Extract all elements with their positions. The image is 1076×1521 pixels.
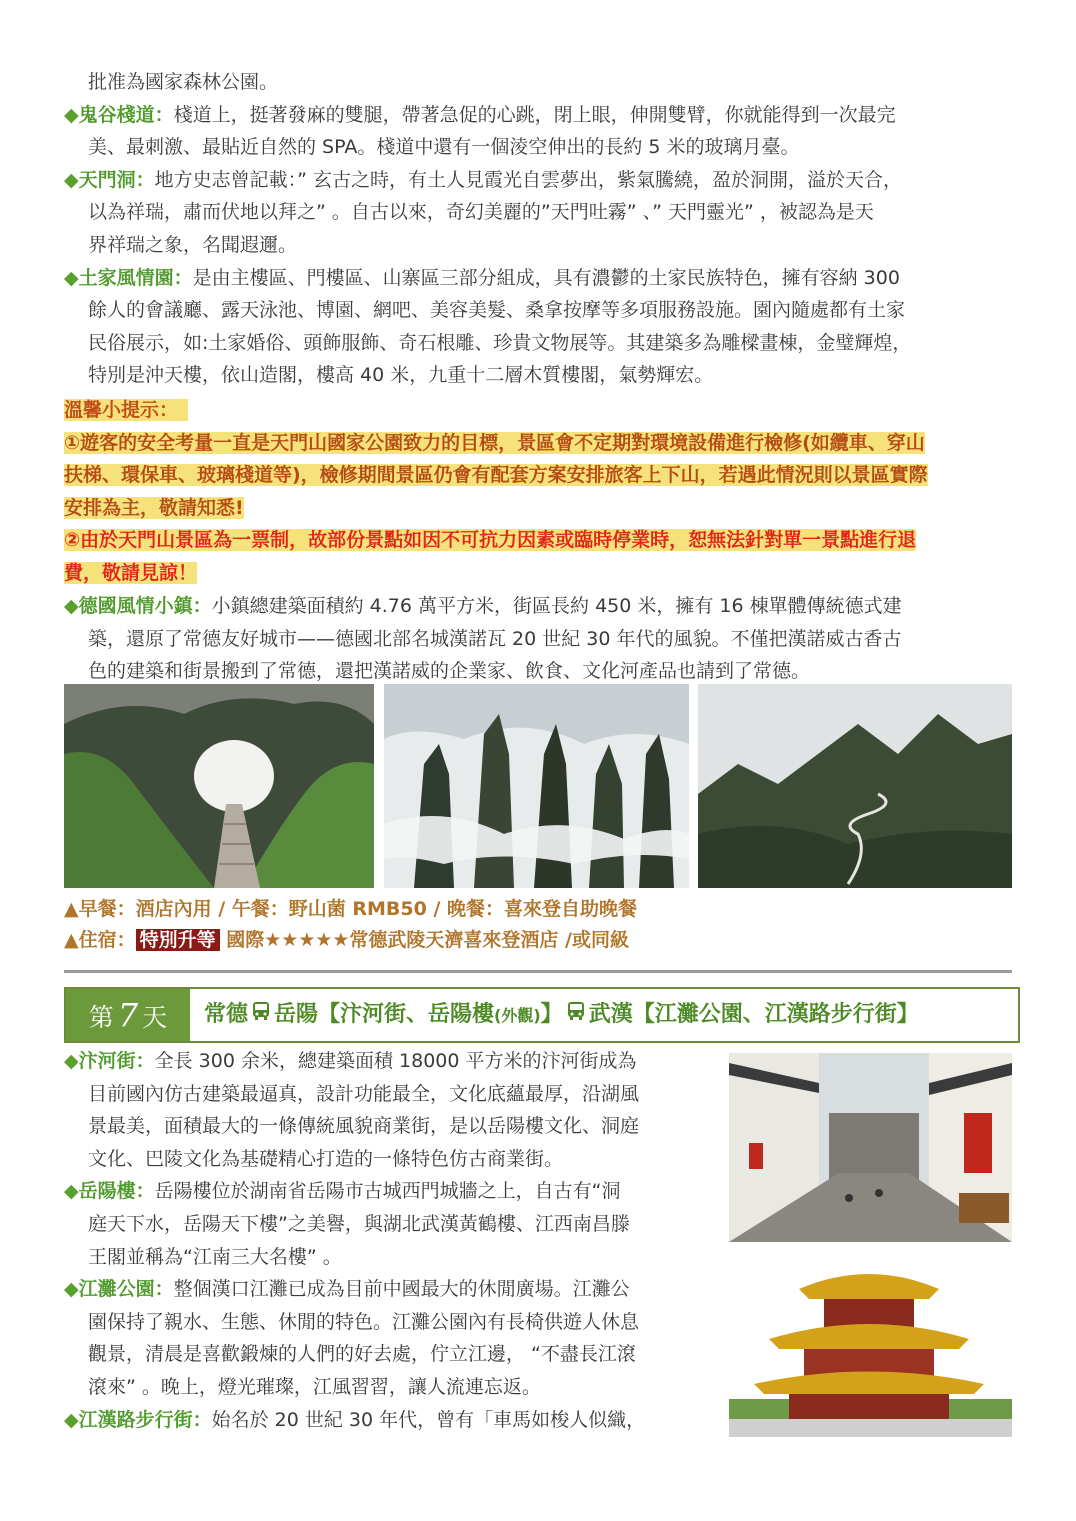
day-7-section — [64, 1045, 724, 1436]
route-yueyang: 岳陽【汴河街、岳陽樓 — [274, 1002, 495, 1027]
tujia-text-2: 餘人的會議廳、露天泳池、博園、網吧、美容美髮、桑拿按摩等多項服務設施。園內隨處都有土家 — [88, 299, 906, 322]
yueyang-text-3: 王閣並稱為“江南三大名樓” 。 — [88, 1245, 342, 1268]
yueyang-item — [64, 1175, 724, 1208]
guigu-item — [64, 99, 1024, 132]
guigu-text-1: 棧道上，挺著發麻的雙腿，帶著急促的心跳，閉上眼，伸開雙臂，你就能得到一次最完 — [173, 103, 896, 126]
bullet-diamond-icon: ◆ — [64, 1408, 79, 1431]
tianmendong-text-1: 地方史志曾記載：” 玄古之時，有土人見霞光自雲夢出，紫氣騰繞，盈於洞開，溢於天合， — [154, 168, 903, 191]
german-town-title: 德國風情小鎮： — [78, 595, 212, 617]
section-divider — [64, 970, 1012, 973]
bus-icon — [567, 989, 585, 1041]
bianhe-item — [64, 1045, 724, 1078]
tip-1-line-1: ①遊客的安全考量一直是天門山國家公園致力的目標，景區會不定期對環境設備進行檢修(如纜車、穿山 — [64, 431, 925, 454]
mist-peaks-photo — [384, 684, 689, 888]
tujia-text-4: 特別是沖天樓，依山造閣，樓高 40 米，九重十二層木質樓閣，氣勢輝宏。 — [88, 364, 714, 387]
bianhe-street-photo — [729, 1053, 1012, 1242]
jianghan-title: 江漢路步行街： — [78, 1408, 212, 1431]
forest-park-line: 批准為國家森林公園。 — [88, 71, 279, 93]
day-prefix: 第 — [88, 1003, 114, 1032]
bianhe-text-4: 文化、巴陵文化為基礎精心打造的一條特色仿古商業街。 — [88, 1147, 564, 1170]
stay-hotel: 國際★★★★★常德武陵天濟喜來登酒店 /或同級 — [226, 929, 629, 951]
yueyang-text-2: 庭天下水，岳陽天下樓”之美譽，與湖北武漢黃鶴樓、江西南昌滕 — [88, 1212, 630, 1235]
bullet-diamond-icon: ◆ — [64, 1278, 79, 1301]
tianmendong-text-2: 以為祥瑞，肅而伏地以拜之” 。自古以來，奇幻美麗的”天門吐霧” 、” 天門靈光” ，被認為是天 — [88, 201, 874, 224]
day-number: 7 — [117, 996, 139, 1034]
jiangtan-text-2: 園保持了親水、生態、休閒的特色。江灘公園內有長椅供遊人休息 — [88, 1310, 640, 1333]
bullet-diamond-icon: ◆ — [64, 266, 79, 289]
jiangtan-title: 江灘公園： — [78, 1278, 174, 1301]
tips-block — [64, 394, 1012, 590]
day-7-header — [64, 987, 1020, 1043]
upgrade-badge: 特別升等 — [136, 929, 220, 951]
stay-line — [64, 925, 629, 955]
bianhe-text-1: 全長 300 余米，總建築面積 18000 平方米的汴河街成為 — [154, 1050, 637, 1072]
bianhe-text-3: 景最美，面積最大的一條傳統風貌商業街，是以岳陽樓文化、洞庭 — [88, 1115, 640, 1138]
tujia-text-1: 是由主樓區、門樓區、山寨區三部分組成，具有濃鬱的土家民族特色，擁有容納 300 — [192, 266, 900, 289]
route-wuhan: 武漢【江灘公園、江漢路步行街】 — [588, 1002, 919, 1027]
top-section — [64, 66, 1024, 392]
yueyang-text-1: 岳陽樓位於湖南省岳陽市古城西門城牆之上，自古有“洞 — [154, 1180, 621, 1203]
guigu-title: 鬼谷棧道： — [78, 103, 174, 126]
bullet-diamond-icon: ◆ — [64, 168, 79, 191]
jiangtan-text-1: 整個漢口江灘已成為目前中國最大的休閒廣場。江灘公 — [173, 1278, 630, 1301]
tip-1-line-3: 安排為主，敬請知悉! — [64, 496, 244, 519]
bullet-diamond-icon: ◆ — [64, 1180, 79, 1203]
bus-icon — [252, 989, 270, 1041]
bianhe-text-2: 目前國內仿古建築最逼真，設計功能最全，文化底蘊最厚，沿湖風 — [88, 1082, 640, 1105]
german-town-section — [64, 590, 1024, 688]
tip-1-line-2: 扶梯、環保車、玻璃棧道等)，檢修期間景區仍會有配套方案安排旅客上下山，若遇此情況則以景區實際 — [64, 464, 928, 487]
jiangtan-item — [64, 1273, 724, 1306]
route-changde: 常德 — [204, 1002, 249, 1027]
tips-title: 溫馨小提示： — [64, 399, 188, 421]
jianghan-item — [64, 1404, 724, 1437]
yueyang-title: 岳陽樓： — [78, 1180, 155, 1203]
german-town-item — [64, 590, 1024, 623]
route-bracket: 】 — [540, 1002, 563, 1027]
bullet-diamond-icon: ◆ — [64, 1050, 79, 1072]
tianmendong-text-3: 界祥瑞之象，名聞遐邇。 — [88, 233, 298, 256]
tip-2-line-2: 費，敬請見諒！ — [64, 561, 198, 584]
stay-prefix: ▲住宿： — [64, 929, 136, 951]
tianmen-cave-photo — [64, 684, 374, 888]
yueyang-tower-photo — [729, 1249, 1012, 1437]
tujia-text-3: 民俗展示，如:土家婚俗、頭飾服飾、奇石根雕、珍貴文物展等。其建築多為雕樑畫棟，金璧輝煌， — [88, 331, 912, 354]
german-town-text-2: 築，還原了常德友好城市——德國北部名城漢諾瓦 20 世紀 30 年代的風貌。不僅把漢諾威古香古 — [88, 627, 902, 650]
jianghan-text-1: 始名於 20 世紀 30 年代，曾有「車馬如梭人似織， — [211, 1408, 646, 1431]
jiangtan-text-3: 觀景，清晨是喜歡鍛煉的人們的好去處，佇立江邊， “不盡長江滾 — [88, 1343, 636, 1366]
tianmendong-item — [64, 164, 1024, 197]
guigu-text-2: 美、最刺激、最貼近自然的 SPA。棧道中還有一個淩空伸出的長約 5 米的玻璃月臺。 — [88, 136, 800, 159]
bullet-diamond-icon: ◆ — [64, 595, 79, 617]
day-number-box — [66, 989, 190, 1041]
day-suffix: 天 — [142, 1003, 168, 1032]
bullet-diamond-icon: ◆ — [64, 103, 79, 126]
jiangtan-text-4: 滾來” 。晚上，燈光璀璨，江風習習，讓人流連忘返。 — [88, 1375, 541, 1398]
german-town-text-3: 色的建築和街景搬到了常德，還把漢諾威的企業家、飲食、文化河產品也請到了常德。 — [88, 660, 811, 683]
german-town-text-1: 小鎮總建築面積約 4.76 萬平方米，街區長約 450 米，擁有 16 棟單體傳統德式建 — [211, 595, 902, 617]
route-yueyang-note: (外觀) — [494, 1006, 541, 1025]
tianmendong-title: 天門洞： — [78, 168, 155, 191]
winding-road-photo — [698, 684, 1012, 888]
bianhe-title: 汴河街： — [78, 1050, 155, 1072]
tip-2-line-1: ②由於天門山景區為一票制，故部份景點如因不可抗力因素或臨時停業時，恕無法針對單一景點進行退 — [64, 529, 917, 552]
meals-line: ▲早餐：酒店內用 / 午餐：野山菌 RMB50 / 晚餐：喜來登自助晚餐 — [64, 898, 638, 920]
tujia-title: 土家風情園： — [78, 266, 193, 289]
tujia-item — [64, 262, 1024, 295]
day-route — [204, 989, 919, 1041]
